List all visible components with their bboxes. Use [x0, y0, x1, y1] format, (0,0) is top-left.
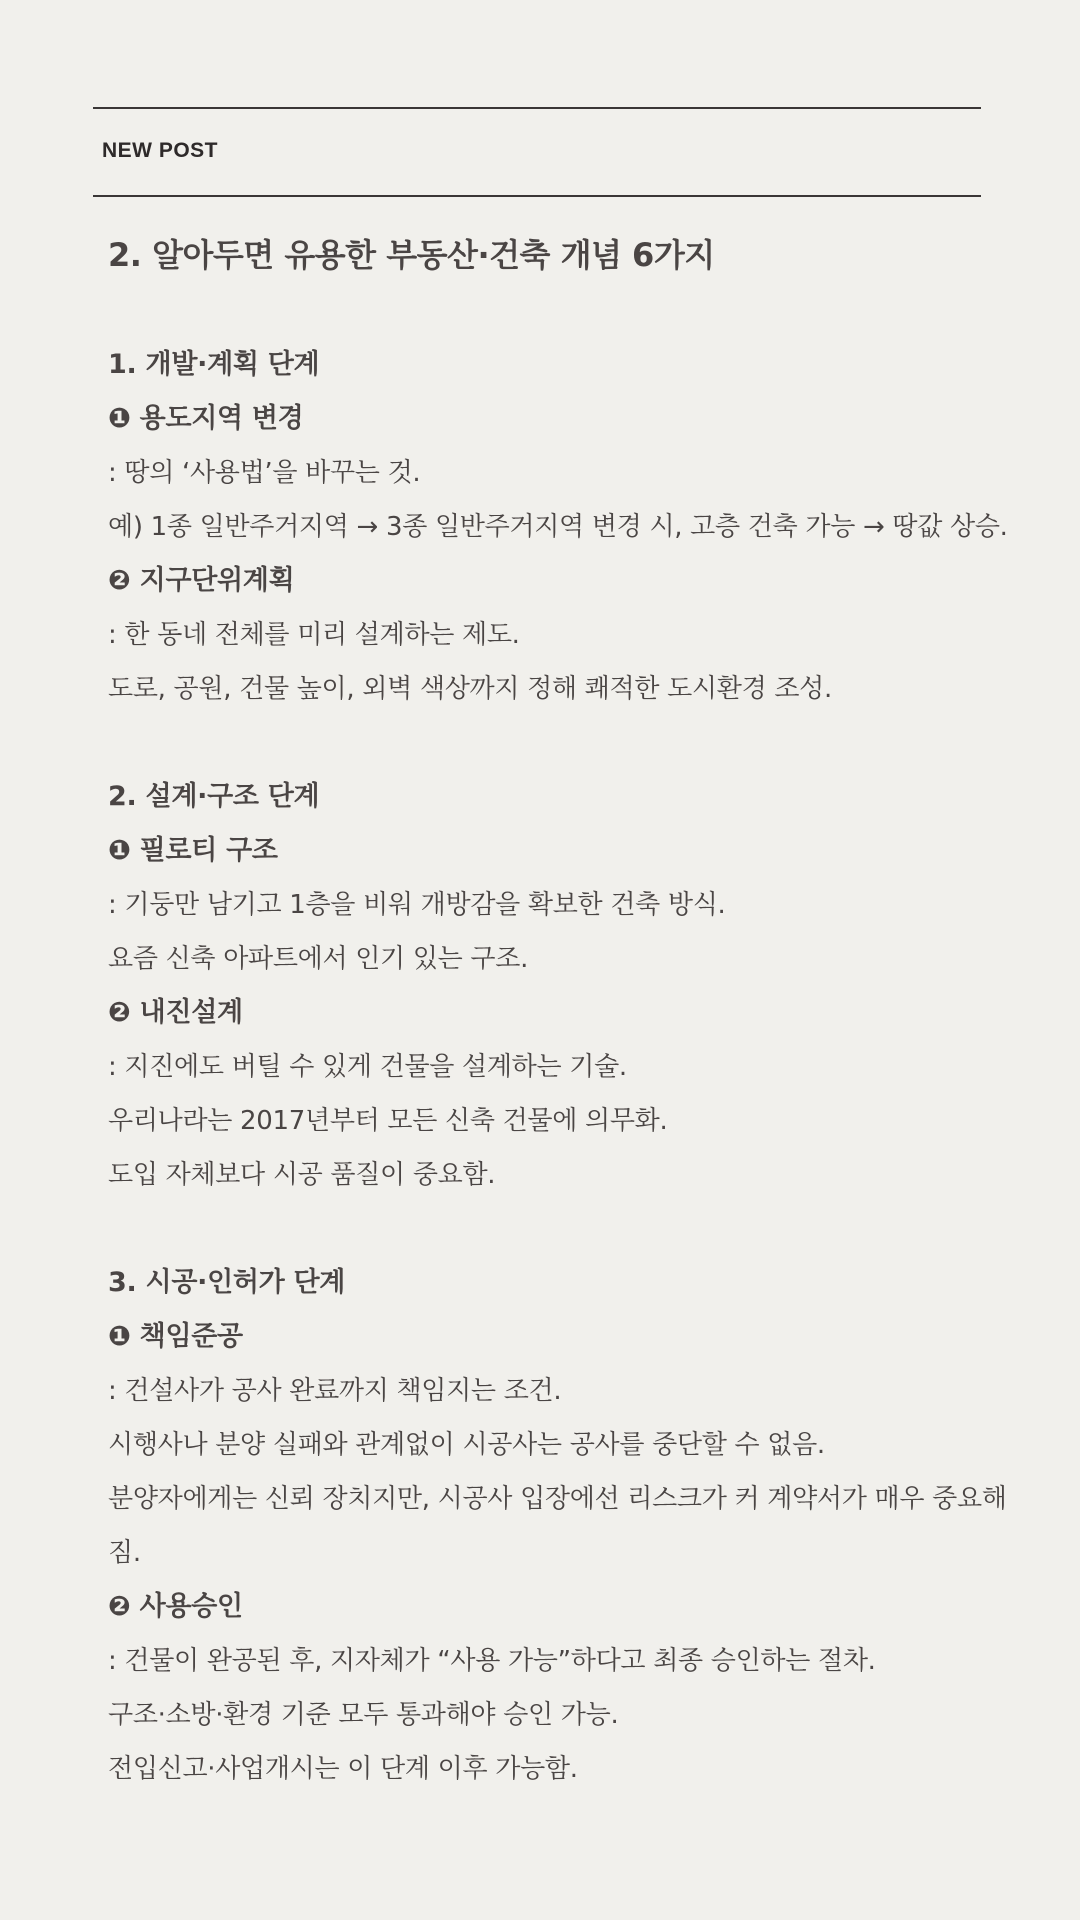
concept-description: : 건설사가 공사 완료까지 책임지는 조건. [108, 1376, 562, 1406]
concept-description: 우리나라는 2017년부터 모든 신축 건물에 의무화. [108, 1106, 668, 1136]
concept-title-completion-guarantee: ❶ 책임준공 [108, 1321, 243, 1352]
section-spacer [108, 716, 1008, 770]
concept-title-district-unit-plan: ❷ 지구단위계획 [108, 565, 295, 596]
new-post-label: NEW POST [102, 139, 219, 162]
concept-description: : 땅의 ‘사용법’을 바꾸는 것. [108, 458, 421, 488]
post-title: 2. 알아두면 유용한 부동산·건축 개념 6가지 [108, 236, 715, 274]
concept-description: 분양자에게는 신뢰 장치지만, 시공사 입장에선 리스크가 커 계약서가 매우 중요해짐. [108, 1484, 1007, 1568]
header-bottom-divider [93, 195, 981, 197]
concept-description: : 기둥만 남기고 1층을 비워 개방감을 확보한 건축 방식. [108, 890, 726, 920]
concept-title-seismic-design: ❷ 내진설계 [108, 997, 243, 1028]
concept-description: 도입 자체보다 시공 품질이 중요함. [108, 1160, 496, 1190]
concept-description: 요즘 신축 아파트에서 인기 있는 구조. [108, 944, 529, 974]
concept-description: 전입신고·사업개시는 이 단계 이후 가능함. [108, 1754, 578, 1784]
header-top-divider [93, 107, 981, 109]
concept-description: 도로, 공원, 건물 높이, 외벽 색상까지 정해 쾌적한 도시환경 조성. [108, 674, 832, 704]
concept-title-use-approval: ❷ 사용승인 [108, 1591, 243, 1622]
section-spacer [108, 1202, 1008, 1256]
stage-heading-construction: 3. 시공·인허가 단계 [108, 1267, 346, 1298]
concept-description: : 지진에도 버틸 수 있게 건물을 설계하는 기술. [108, 1052, 627, 1082]
concept-description: 구조·소방·환경 기준 모두 통과해야 승인 가능. [108, 1700, 619, 1730]
concept-description: 시행사나 분양 실패와 관계없이 시공사는 공사를 중단할 수 없음. [108, 1430, 825, 1460]
concept-title-piloti: ❶ 필로티 구조 [108, 835, 278, 866]
concept-description: : 한 동네 전체를 미리 설계하는 제도. [108, 620, 520, 650]
concept-description: 예) 1종 일반주거지역 → 3종 일반주거지역 변경 시, 고층 건축 가능 → 땅값 상승. [108, 512, 1008, 542]
concept-title-zoning-change: ❶ 용도지역 변경 [108, 403, 304, 434]
stage-heading-planning: 1. 개발·계획 단계 [108, 349, 320, 380]
stage-heading-design: 2. 설계·구조 단계 [108, 781, 320, 812]
post-body [108, 228, 1008, 1796]
concept-description: : 건물이 완공된 후, 지자체가 “사용 가능”하다고 최종 승인하는 절차. [108, 1646, 876, 1676]
